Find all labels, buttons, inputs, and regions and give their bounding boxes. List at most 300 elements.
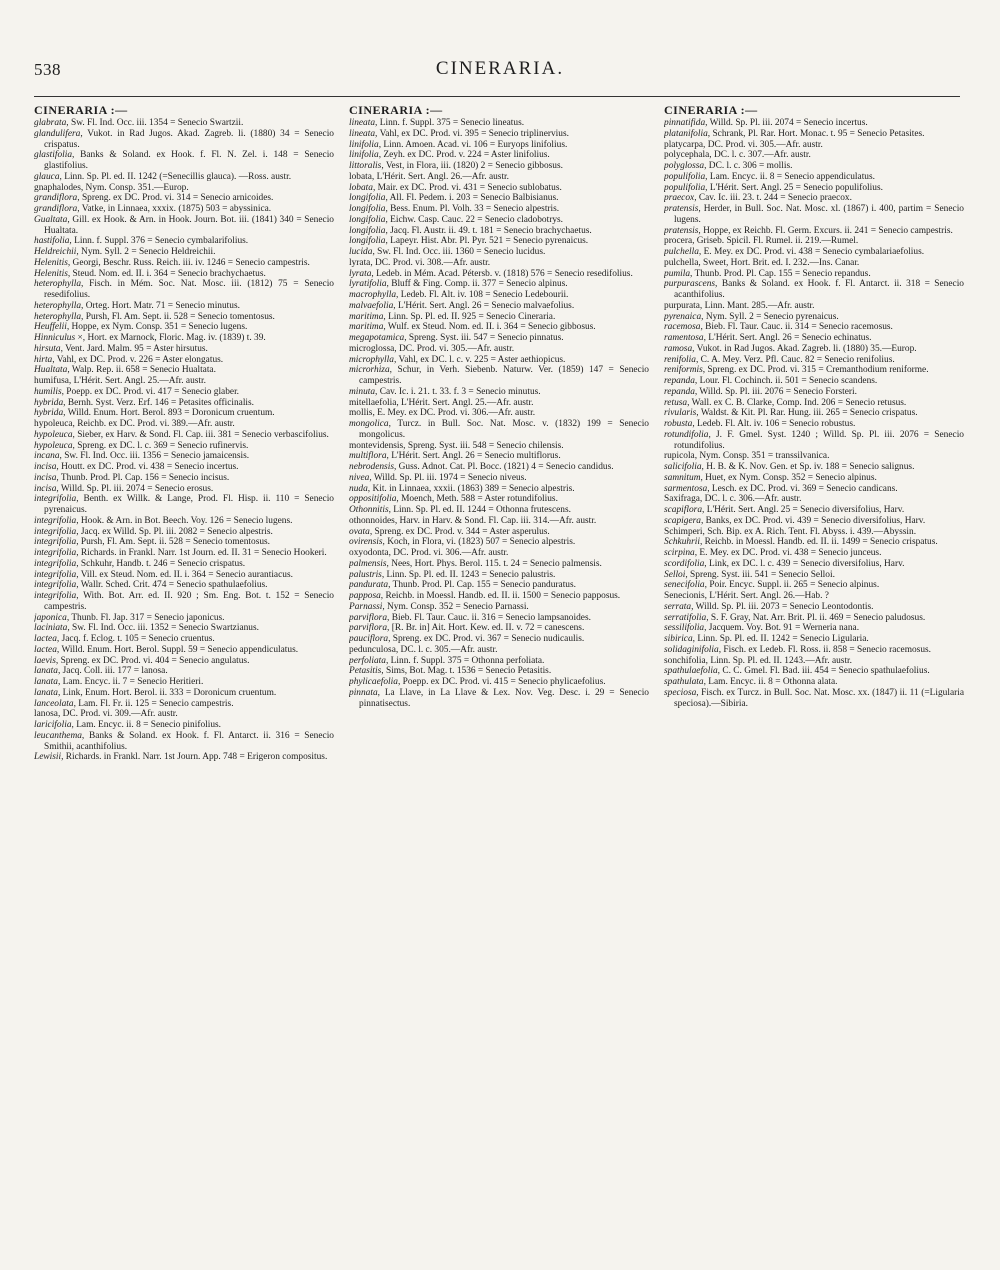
entry bbox=[349, 677, 649, 688]
entry-name: incana bbox=[34, 451, 60, 462]
entry bbox=[34, 301, 334, 312]
entry bbox=[664, 580, 964, 591]
entry-name: hybrida bbox=[34, 408, 64, 419]
entry-text: , Thunb. Prod. Pl. Cap. 156 = Senecio incisus. bbox=[56, 472, 230, 483]
entry-text: polycephala, DC. l. c. 307.—Afr. austr. bbox=[664, 150, 811, 161]
entry-name: lobata bbox=[349, 182, 373, 193]
entry bbox=[664, 602, 964, 613]
entry-name: repanda bbox=[664, 376, 695, 386]
entry-name: pinnatifida bbox=[664, 118, 706, 128]
entry bbox=[349, 580, 649, 591]
entry-text: , Vill. ex Steud. Nom. ed. II. i. 364 = Senecio aurantiacus. bbox=[76, 569, 293, 580]
entry-text: , Huet, ex Nym. Consp. 352 = Senecio alpinus. bbox=[700, 472, 877, 483]
entry-name: leucanthema bbox=[34, 730, 82, 741]
entry-text: , Sw. Fl. Ind. Occ. iii. 1356 = Senecio jamaicensis. bbox=[59, 451, 250, 462]
entry bbox=[664, 204, 964, 226]
entry bbox=[34, 677, 334, 688]
entry-name: Petasitis bbox=[349, 666, 382, 677]
entry bbox=[664, 634, 964, 645]
entry bbox=[34, 527, 334, 538]
entry-text: , Wulf. ex Steud. Nom. ed. II. i. 364 = Senecio gibbosus. bbox=[383, 322, 596, 333]
entry bbox=[34, 484, 334, 495]
entry bbox=[34, 548, 334, 559]
entry bbox=[664, 516, 964, 527]
entry bbox=[349, 344, 649, 355]
entry bbox=[34, 322, 334, 333]
entry bbox=[34, 570, 334, 581]
entry-text: , Fisch. ex Turcz. in Bull. Soc. Nat. Mosc. xx. (1847) ii. 11 (=Ligularia speciosa).—Sibiria. bbox=[674, 687, 964, 709]
entry-text: , Georgi, Beschr. Russ. Reich. iii. iv. 1246 = Senecio campestris. bbox=[67, 257, 310, 268]
entry-name: heterophylla bbox=[34, 279, 82, 290]
entry-name: pratensis bbox=[664, 225, 699, 236]
entry bbox=[349, 656, 649, 667]
entry-name: scordifolia bbox=[664, 558, 705, 569]
entry-text: , Willd. Sp. Pl. iii. 2074 = Senecio incertus. bbox=[705, 118, 868, 128]
entry-name: lanceolata bbox=[34, 698, 74, 709]
entry bbox=[349, 150, 649, 161]
entry-name: rotundifolia bbox=[664, 429, 709, 440]
entry bbox=[349, 516, 649, 527]
entry bbox=[349, 645, 649, 656]
entry-name: japonica bbox=[34, 612, 67, 623]
entry bbox=[664, 355, 964, 366]
entry-text: , Lapeyr. Hist. Abr. Pl. Pyr. 521 = Senecio pyrenaicus. bbox=[385, 236, 589, 247]
entry-text: , Spreng. ex DC. l. c. 369 = Senecio rufinervis. bbox=[72, 440, 249, 451]
entry bbox=[664, 376, 964, 387]
entry-text: , Banks, ex DC. Prod. vi. 439 = Senecio diversifolius, Harv. bbox=[700, 515, 926, 526]
entry-name: integrifolia bbox=[34, 515, 77, 526]
entry-text: , Linn. f. Suppl. 375 = Senecio lineatus. bbox=[375, 118, 525, 128]
entry-text: , Linn. f. Suppl. 376 = Senecio cymbalarifolius. bbox=[69, 236, 249, 247]
entry-text: Saxifraga, DC. l. c. 306.—Afr. austr. bbox=[664, 494, 802, 505]
entry bbox=[664, 247, 964, 258]
entry bbox=[349, 419, 649, 441]
entry-text: , Lam. Fl. Fr. ii. 125 = Senecio campestris. bbox=[73, 698, 234, 709]
entry bbox=[664, 172, 964, 183]
entry-text: purpurata, Linn. Mant. 285.—Afr. austr. bbox=[664, 300, 815, 311]
entry bbox=[664, 548, 964, 559]
entry-text: , Willd. Sp. Pl. iii. 2074 = Senecio erosus. bbox=[56, 483, 214, 494]
entry-name: praecox bbox=[664, 193, 695, 204]
entry bbox=[349, 118, 649, 129]
entry bbox=[349, 591, 649, 602]
page-number: 538 bbox=[34, 60, 61, 79]
column-1 bbox=[34, 104, 334, 1254]
entry-name: Heldreichii bbox=[34, 247, 77, 257]
entry-text: , C. C. Gmel. Fl. Bad. iii. 454 = Senecio spathulaefolius. bbox=[717, 666, 930, 677]
entry-name: lanata bbox=[34, 666, 58, 677]
entry-text: , Houtt. ex DC. Prod. vi. 438 = Senecio incertus. bbox=[56, 462, 239, 472]
entry-name: malvaefolia bbox=[349, 300, 394, 311]
entry-text: , Guss. Adnot. Cat. Pl. Bocc. (1821) 4 = Senecio candidus. bbox=[393, 462, 614, 472]
entry-name: palmensis bbox=[349, 558, 387, 569]
entry-text: , L'Hérit. Sert. Angl. 26 = Senecio echinatus. bbox=[703, 333, 872, 343]
entry bbox=[349, 247, 649, 258]
entry bbox=[349, 204, 649, 215]
entry-text: , Richards. in Frankl. Narr. 1st Journ. ed. II. 31 = Senecio Hookeri. bbox=[76, 548, 327, 558]
entry bbox=[34, 516, 334, 527]
entry bbox=[34, 398, 334, 409]
entry-text: , C. A. Mey. Verz. Pfl. Cauc. 82 = Senecio renifolius. bbox=[695, 354, 895, 365]
entry bbox=[349, 322, 649, 333]
entry-text: , Reichb. in Moessl. Handb. ed. II. ii. 1499 = Senecio crispatus. bbox=[699, 537, 938, 548]
entry-name: laricifolia bbox=[34, 720, 72, 730]
entry-name: solidaginifolia bbox=[664, 644, 719, 655]
entry-text: , Lam. Encyc. ii. 8 = Othonna alata. bbox=[703, 677, 838, 687]
entry-text: , Lour. Fl. Cochinch. ii. 501 = Senecio scandens. bbox=[694, 376, 878, 386]
entry-text: , With. Bot. Arr. ed. II. 920 ; Sm. Eng. Bot. t. 152 = Senecio campestris. bbox=[44, 591, 334, 612]
entry bbox=[349, 279, 649, 290]
entry-text: , Willd. Sp. Pl. iii. 2073 = Senecio Leontodontis. bbox=[691, 601, 874, 612]
entry-name: parviflora bbox=[349, 623, 388, 634]
entry-text: , Waldst. & Kit. Pl. Rar. Hung. iii. 265 = Senecio crispatus. bbox=[696, 408, 918, 419]
entry-text: , Mair. ex DC. Prod. vi. 431 = Senecio sublobatus. bbox=[372, 182, 562, 193]
entry-text: , Banks & Soland. ex Hook. f. Fl. N. Zel. i. 148 = Senecio glastifolius. bbox=[44, 150, 334, 171]
entry-name: papposa bbox=[349, 591, 381, 601]
entry-text: , Poir. Encyc. Suppl. ii. 265 = Senecio alpinus. bbox=[704, 580, 880, 591]
entry-name: littoralis bbox=[349, 161, 382, 171]
entry bbox=[349, 494, 649, 505]
entry bbox=[349, 129, 649, 140]
entry-text: hypoleuca, Reichb. ex DC. Prod. vi. 389.—Afr. austr. bbox=[34, 419, 235, 429]
entry bbox=[349, 398, 649, 409]
entry-text: , Linn. Sp. Pl. ed. II. 1244 = Othonna frutescens. bbox=[388, 505, 571, 515]
entry-text: , Vukot. in Rad Jugos. Akad. Zagreb. li. (1880) 34 = Senecio crispatus. bbox=[44, 128, 334, 150]
entry-name: senecifolia bbox=[664, 580, 705, 591]
entry-text: , E. Mey. ex DC. Prod. vi. 438 = Senecio cymbalariaefolius. bbox=[698, 247, 925, 257]
entry-columns bbox=[34, 104, 964, 1254]
entry-text: , Pursh, Fl. Am. Sept. ii. 528 = Senecio tomentosus. bbox=[81, 311, 275, 322]
entry bbox=[34, 699, 334, 710]
entry-text: , Linn. Amoen. Acad. vi. 106 = Euryops linifolius. bbox=[378, 139, 568, 150]
entry-text: , Linn. f. Suppl. 375 = Othonna perfoliata. bbox=[385, 655, 545, 666]
entry bbox=[664, 656, 964, 667]
entry-name: multiflora bbox=[349, 451, 387, 462]
entry-text: pulchella, Sweet, Hort. Brit. ed. I. 232.—Ins. Canar. bbox=[664, 257, 860, 268]
entry-name: laevis bbox=[34, 655, 56, 666]
entry-text: montevidensis, Spreng. Syst. iii. 548 = Senecio chilensis. bbox=[349, 440, 564, 451]
entry-name: sarmentosa bbox=[664, 483, 708, 494]
entry-name: lanata bbox=[34, 677, 58, 687]
entry bbox=[349, 183, 649, 194]
entry bbox=[349, 441, 649, 452]
entry bbox=[349, 527, 649, 538]
entry-name: pulchella bbox=[664, 247, 699, 257]
entry-text: , Wallr. Sched. Crit. 474 = Senecio spathulaefolius. bbox=[76, 580, 268, 591]
entry-text: , Nym. Syll. 2 = Senecio pyrenaicus. bbox=[701, 311, 839, 322]
entry-name: phylicaefolia bbox=[349, 677, 398, 687]
entry-text: gnaphalodes, Nym. Consp. 351.—Europ. bbox=[34, 182, 189, 193]
entry-text: platycarpa, DC. Prod. vi. 305.—Afr. austr. bbox=[664, 139, 823, 150]
entry bbox=[664, 193, 964, 204]
entry-name: parviflora bbox=[349, 612, 388, 623]
entry bbox=[34, 591, 334, 613]
entry-name: glabrata bbox=[34, 118, 67, 128]
entry-text: , Eichw. Casp. Cauc. 22 = Senecio cladobotrys. bbox=[385, 214, 564, 225]
entry-name: Gualtata bbox=[34, 214, 68, 225]
entry-name: longifolia bbox=[349, 204, 386, 214]
entry-name: serratifolia bbox=[664, 612, 707, 623]
entry-name: heterophylla bbox=[34, 300, 82, 311]
column-2 bbox=[349, 104, 649, 1254]
entry-name: lineata bbox=[349, 128, 376, 139]
entry-text: , Bernh. Syst. Verz. Erf. 146 = Petasites officinalis. bbox=[63, 397, 255, 408]
entry-name: Schkuhrii bbox=[664, 537, 700, 548]
entry-text: , Sims, Bot. Mag. t. 1536 = Senecio Petasitis. bbox=[381, 666, 552, 677]
entry bbox=[349, 355, 649, 366]
entry bbox=[34, 613, 334, 624]
entry bbox=[664, 623, 964, 634]
entry-name: robusta bbox=[664, 419, 693, 429]
entry-text: , Kit. in Linnaea, xxxii. (1863) 389 = Senecio alpestris. bbox=[367, 483, 575, 494]
entry-text: , Ledeb. Fl. Alt. iv. 108 = Senecio Ledebourii. bbox=[396, 290, 569, 300]
entry bbox=[664, 279, 964, 301]
entry-text: , Thunb. Prod. Pl. Cap. 155 = Senecio panduratus. bbox=[388, 580, 576, 591]
entry-name: pumila bbox=[664, 268, 691, 279]
entry-name: megapotamica bbox=[349, 333, 405, 343]
entry bbox=[664, 451, 964, 462]
entry-text: , Spreng. Syst. iii. 547 = Senecio pinnatus. bbox=[404, 333, 564, 343]
entry-name: populifolia bbox=[664, 182, 706, 193]
entry-text: , Moench, Meth. 588 = Aster rotundifolius. bbox=[396, 494, 558, 505]
entry bbox=[664, 613, 964, 624]
entry-text: , Lam. Encyc. ii. 7 = Senecio Heritieri. bbox=[57, 677, 204, 687]
entry bbox=[34, 656, 334, 667]
entry-text: , Hoppe, ex Nym. Consp. 351 = Senecio lugens. bbox=[66, 322, 248, 333]
entry-text: , Sw. Fl. Ind. Occ. iii. 1354 = Senecio Swartzii. bbox=[66, 118, 244, 128]
entry bbox=[349, 623, 649, 634]
entry-name: palustris bbox=[349, 569, 382, 580]
entry-name: minuta bbox=[349, 386, 376, 397]
entry-name: grandiflora bbox=[34, 204, 78, 214]
entry bbox=[664, 666, 964, 677]
entry-name: scapigera bbox=[664, 515, 701, 526]
entry bbox=[349, 688, 649, 710]
entry bbox=[664, 494, 964, 505]
entry-text: , Willd. Sp. Pl. iii. 1974 = Senecio niveus. bbox=[369, 472, 527, 483]
entry-text: , Fisch. ex Ledeb. Fl. Ross. ii. 858 = Senecio racemosus. bbox=[718, 644, 931, 655]
entry-text: humifusa, L'Hérit. Sert. Angl. 25.—Afr. austr. bbox=[34, 376, 206, 386]
entry bbox=[349, 462, 649, 473]
entry-name: ovata bbox=[349, 526, 370, 537]
entry bbox=[34, 365, 334, 376]
entry-name: hypoleuca bbox=[34, 429, 73, 440]
entry-text: , Willd. Enum. Hort. Berol. 893 = Doronicum cruentum. bbox=[63, 408, 275, 419]
entry-text: , Spreng. Syst. iii. 541 = Senecio Selloi. bbox=[685, 569, 835, 580]
entry-text: , Thunb. Prod. Pl. Cap. 155 = Senecio repandus. bbox=[690, 268, 871, 279]
entry-text: , Jacq. Fl. Austr. ii. 49. t. 181 = Senecio brachychaetus. bbox=[385, 225, 592, 236]
entry-text: , Hoppe, ex Reichb. Fl. Germ. Excurs. ii. 241 = Senecio campestris. bbox=[698, 225, 953, 236]
entry-name: incisa bbox=[34, 472, 57, 483]
entry-text: , Spreng. ex DC. Prod. vi. 404 = Senecio angulatus. bbox=[55, 655, 250, 666]
entry-name: lucida bbox=[349, 247, 373, 257]
entry bbox=[34, 731, 334, 753]
entry bbox=[664, 269, 964, 280]
entry-name: racemosa bbox=[664, 322, 701, 333]
entry-name: integrifolia bbox=[34, 537, 77, 548]
entry bbox=[34, 537, 334, 548]
entry bbox=[664, 161, 964, 172]
entry bbox=[349, 161, 649, 172]
entry-text: , Steud. Nom. ed. II. i. 364 = Senecio brachychaetus. bbox=[67, 268, 266, 279]
entry-text: , Nees, Hort. Phys. Berol. 115. t. 24 = Senecio palmensis. bbox=[386, 558, 602, 569]
entry-text: , Spreng. ex DC. Prod. vi. 367 = Senecio nudicaulis. bbox=[388, 634, 585, 644]
entry-name: lyratifolia bbox=[349, 279, 387, 290]
entry bbox=[34, 441, 334, 452]
entry bbox=[664, 570, 964, 581]
entry bbox=[664, 430, 964, 452]
entry-text: , Jacq. Coll. iii. 177 = lanosa. bbox=[57, 666, 168, 677]
entry-text: oxyodonta, DC. Prod. vi. 306.—Afr. austr. bbox=[349, 548, 509, 558]
entry bbox=[349, 236, 649, 247]
entry-name: heterophylla bbox=[34, 311, 82, 322]
entry-text: , Koch, in Flora, vi. (1823) 507 = Senecio alpestris. bbox=[382, 537, 576, 548]
entry bbox=[349, 613, 649, 624]
entry bbox=[34, 236, 334, 247]
entry bbox=[349, 333, 649, 344]
entry-name: Helenitis bbox=[34, 257, 68, 268]
entry bbox=[34, 634, 334, 645]
entry-text: , Vahl, ex DC. Prod. v. 226 = Aster elongatus. bbox=[52, 354, 224, 365]
entry bbox=[349, 193, 649, 204]
entry-name: mongolica bbox=[349, 419, 389, 429]
entry-text: , H. B. & K. Nov. Gen. et Sp. iv. 188 = Senecio salignus. bbox=[701, 462, 915, 472]
entry-name: glandulifera bbox=[34, 128, 81, 139]
entry bbox=[349, 365, 649, 387]
entry bbox=[349, 473, 649, 484]
entry-name: rivularis bbox=[664, 408, 697, 419]
entry bbox=[664, 140, 964, 151]
entry-text: , J. F. Gmel. Syst. 1240 ; Willd. Sp. Pl. iii. 2076 = Senecio rotundifolius. bbox=[674, 429, 964, 451]
entry-text: procera, Griseb. Spicil. Fl. Rumel. ii. 219.—Rumel. bbox=[664, 236, 859, 247]
entry bbox=[349, 290, 649, 301]
entry-name: integrifolia bbox=[34, 494, 77, 505]
entry bbox=[349, 548, 649, 559]
entry-name: Parnassi bbox=[349, 601, 383, 612]
entry bbox=[34, 183, 334, 194]
entry bbox=[349, 301, 649, 312]
entry-text: , Bieb. Fl. Taur. Cauc. ii. 314 = Senecio racemosus. bbox=[700, 322, 893, 333]
entry-text: , Ledeb. in Mém. Acad. Pétersb. v. (1818) 576 = Senecio resedifolius. bbox=[371, 268, 633, 279]
entry bbox=[664, 118, 964, 129]
entry-name: oppositifolia bbox=[349, 494, 397, 505]
entry-text: , Jacq. ex Willd. Sp. Pl. iii. 2082 = Senecio alpestris. bbox=[76, 526, 273, 537]
entry-text: Senecionis, L'Hérit. Sert. Angl. 26.—Hab. ? bbox=[664, 591, 829, 601]
entry-text: , Reichb. in Moessl. Handb. ed. II. ii. 1500 = Senecio papposus. bbox=[380, 591, 621, 601]
entry bbox=[664, 645, 964, 656]
entry-name: purpurascens bbox=[664, 279, 716, 290]
entry bbox=[664, 473, 964, 484]
entry-text: , Lam. Encyc. ii. 8 = Senecio pinifolius. bbox=[71, 720, 222, 730]
column-heading: CINERARIA :— bbox=[349, 104, 443, 117]
entry-name: integrifolia bbox=[34, 526, 77, 537]
entry-name: humilis bbox=[34, 386, 62, 397]
entry-text: , Lesch. ex DC. Prod. vi. 369 = Senecio candicans. bbox=[707, 483, 898, 494]
entry-name: spathulaefolia bbox=[664, 666, 718, 677]
entry bbox=[349, 258, 649, 269]
entry-name: Othonnitis bbox=[349, 505, 389, 515]
entry-text: lobata, L'Hérit. Sert. Angl. 26.—Afr. austr. bbox=[349, 171, 509, 182]
entry-name: Heuffelii bbox=[34, 322, 67, 333]
entry-text: , [R. Br. in] Ait. Hort. Kew. ed. II. v. 72 = canescens. bbox=[387, 623, 585, 634]
entry bbox=[34, 312, 334, 323]
entry-name: retusa bbox=[664, 397, 688, 408]
entry-name: pandurata bbox=[349, 580, 389, 591]
entry bbox=[349, 537, 649, 548]
entry-name: hirta bbox=[34, 354, 53, 365]
entry-name: scirpina bbox=[664, 548, 695, 558]
entry bbox=[664, 129, 964, 140]
entry-text: , Nym. Syll. 2 = Senecio Heldreichii. bbox=[76, 247, 216, 257]
running-head: CINERARIA. bbox=[435, 58, 565, 79]
entry bbox=[34, 752, 334, 763]
entry bbox=[664, 344, 964, 355]
entry bbox=[349, 215, 649, 226]
entry-name: maritima bbox=[349, 311, 384, 322]
entry-text: , Gill. ex Hook. & Arn. in Hook. Journ. Bot. iii. (1841) 340 = Senecio Hualtata. bbox=[44, 214, 334, 236]
entry bbox=[34, 688, 334, 699]
entry-text: sonchifolia, Linn. Sp. Pl. ed. II. 1243.—Afr. austr. bbox=[664, 655, 853, 666]
entry bbox=[34, 709, 334, 720]
entry-text: , Spreng. ex DC. Prod. v. 344 = Aster asperulus. bbox=[369, 526, 550, 537]
entry-name: pyrenaica bbox=[664, 311, 702, 322]
entry-name: repanda bbox=[664, 386, 695, 397]
entry bbox=[664, 559, 964, 570]
entry-name: hastifolia bbox=[34, 236, 70, 247]
entry bbox=[349, 269, 649, 280]
entry-name: lactea bbox=[34, 644, 57, 655]
entry-name: Hinniculus bbox=[34, 333, 76, 343]
entry-text: , Lam. Encyc. ii. 8 = Senecio appendiculatus. bbox=[705, 171, 875, 182]
entry bbox=[34, 408, 334, 419]
entry-text: , Vukot. in Rad Jugos. Akad. Zagreb. li. (1880) 35.—Europ. bbox=[692, 343, 917, 354]
entry-name: linifolia bbox=[349, 139, 379, 150]
entry-text: , L'Hérit. Sert. Angl. 26 = Senecio malvaefolius. bbox=[393, 300, 575, 311]
entry bbox=[664, 527, 964, 538]
entry bbox=[34, 376, 334, 387]
entry-text: , Benth. ex Willk. & Lange, Prod. Fl. Hisp. ii. 110 = Senecio pyrenaicus. bbox=[44, 494, 334, 515]
entry bbox=[349, 312, 649, 323]
entry-name: incisa bbox=[34, 462, 57, 472]
entry bbox=[34, 451, 334, 462]
entry-name: hybrida bbox=[34, 397, 64, 408]
entry-name: nivea bbox=[349, 472, 370, 483]
entry-name: Selloi bbox=[664, 569, 686, 580]
entry-name: glauca bbox=[34, 171, 60, 182]
entry bbox=[664, 236, 964, 247]
entry-text: , La Llave, in La Llave & Lex. Nov. Veg. Desc. i. 29 = Senecio pinnatisectus. bbox=[359, 687, 649, 709]
entry bbox=[349, 602, 649, 613]
entry-name: longifolia bbox=[349, 236, 386, 247]
entry-text: , Jacquem. Voy. Bot. 91 = Werneria nana. bbox=[704, 623, 860, 634]
entry bbox=[664, 365, 964, 376]
entry-text: , Banks & Soland. ex Hook. f. Fl. Antarct. ii. 316 = Senecio Smithii, acanthifolius. bbox=[44, 730, 334, 752]
entry-name: incisa bbox=[34, 483, 57, 494]
entry-name: Helenitis bbox=[34, 268, 68, 279]
entry-text: , Poepp. ex DC. Prod. vi. 415 = Senecio phylicaefolius. bbox=[397, 677, 606, 687]
entry bbox=[349, 451, 649, 462]
entry bbox=[34, 580, 334, 591]
entry-name: salicifolia bbox=[664, 462, 702, 472]
entry bbox=[664, 419, 964, 430]
entry-text: , Walp. Rep. ii. 658 = Senecio Hualtata. bbox=[67, 365, 216, 376]
entry-name: microphylla bbox=[349, 354, 394, 365]
entry-text: lyrata, DC. Prod. vi. 308.—Afr. austr. bbox=[349, 257, 491, 268]
column-3 bbox=[664, 104, 964, 1254]
entry-text: , Vahl, ex DC. Prod. vi. 395 = Senecio triplinervius. bbox=[375, 128, 569, 139]
entry bbox=[664, 226, 964, 237]
entry-text: , Sieber, ex Harv. & Sond. Fl. Cap. iii. 381 = Senecio verbascifolius. bbox=[72, 429, 329, 440]
